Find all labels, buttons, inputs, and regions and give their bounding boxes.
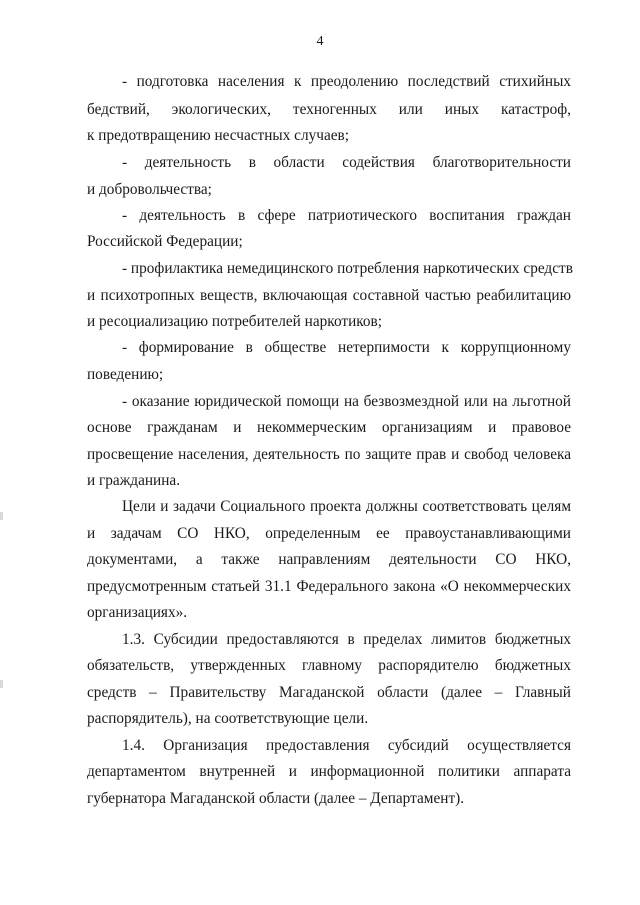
- text-line: - деятельность в области содействия благотворительности: [122, 154, 571, 171]
- text-line: и добровольчества;: [87, 181, 212, 198]
- text-line: поведению;: [87, 366, 164, 383]
- scan-margin-mark: [0, 680, 3, 688]
- text-line: обязательств, утвержденных главному распорядителю бюджетных: [87, 657, 571, 674]
- text-line: распорядитель), на соответствующие цели.: [87, 710, 369, 727]
- text-line: средств – Правительству Магаданской области (далее – Главный: [87, 684, 571, 701]
- text-line: Российской Федерации;: [87, 233, 243, 250]
- page-number: 4: [316, 34, 324, 49]
- text-line: и психотропных веществ, включающая составной частью реабилитацию: [87, 287, 571, 304]
- text-line: и гражданина.: [87, 472, 181, 489]
- text-line: Цели и задачи Социального проекта должны соответствовать целям: [122, 498, 571, 515]
- text-line: департаментом внутренней и информационной политики аппарата: [87, 763, 571, 780]
- text-line: и ресоциализацию потребителей наркотиков;: [87, 313, 383, 330]
- text-line: бедствий, экологических, техногенных или иных катастроф,: [87, 101, 571, 118]
- scan-margin-mark: [0, 512, 3, 520]
- text-line: 1.4. Организация предоставления субсидий осуществляется: [122, 737, 571, 754]
- text-line: - профилактика немедицинского потребления наркотических средств: [122, 260, 573, 277]
- text-line: губернатора Магаданской области (далее – Департамент).: [87, 790, 465, 807]
- text-line: организациях».: [87, 604, 188, 621]
- text-line: - формирование в обществе нетерпимости к коррупционному: [122, 339, 571, 356]
- text-line: просвещение населения, деятельность по защите прав и свобод человека: [87, 446, 571, 463]
- text-line: 1.3. Субсидии предоставляются в пределах лимитов бюджетных: [122, 631, 571, 648]
- text-line: к предотвращению несчастных случаев;: [87, 127, 349, 144]
- text-line: документами, а также направлениям деятельности СО НКО,: [87, 551, 571, 568]
- text-line: - подготовка населения к преодолению последствий стихийных: [122, 73, 571, 90]
- text-line: - деятельность в сфере патриотического воспитания граждан: [122, 207, 571, 224]
- text-line: - оказание юридической помощи на безвозмездной или на льготной: [122, 393, 571, 410]
- text-line: предусмотренным статьей 31.1 Федерального закона «О некоммерческих: [87, 578, 571, 595]
- text-line: основе гражданам и некоммерческим организациям и правовое: [87, 419, 571, 436]
- text-line: и задачам СО НКО, определенным ее правоустанавливающими: [87, 525, 571, 542]
